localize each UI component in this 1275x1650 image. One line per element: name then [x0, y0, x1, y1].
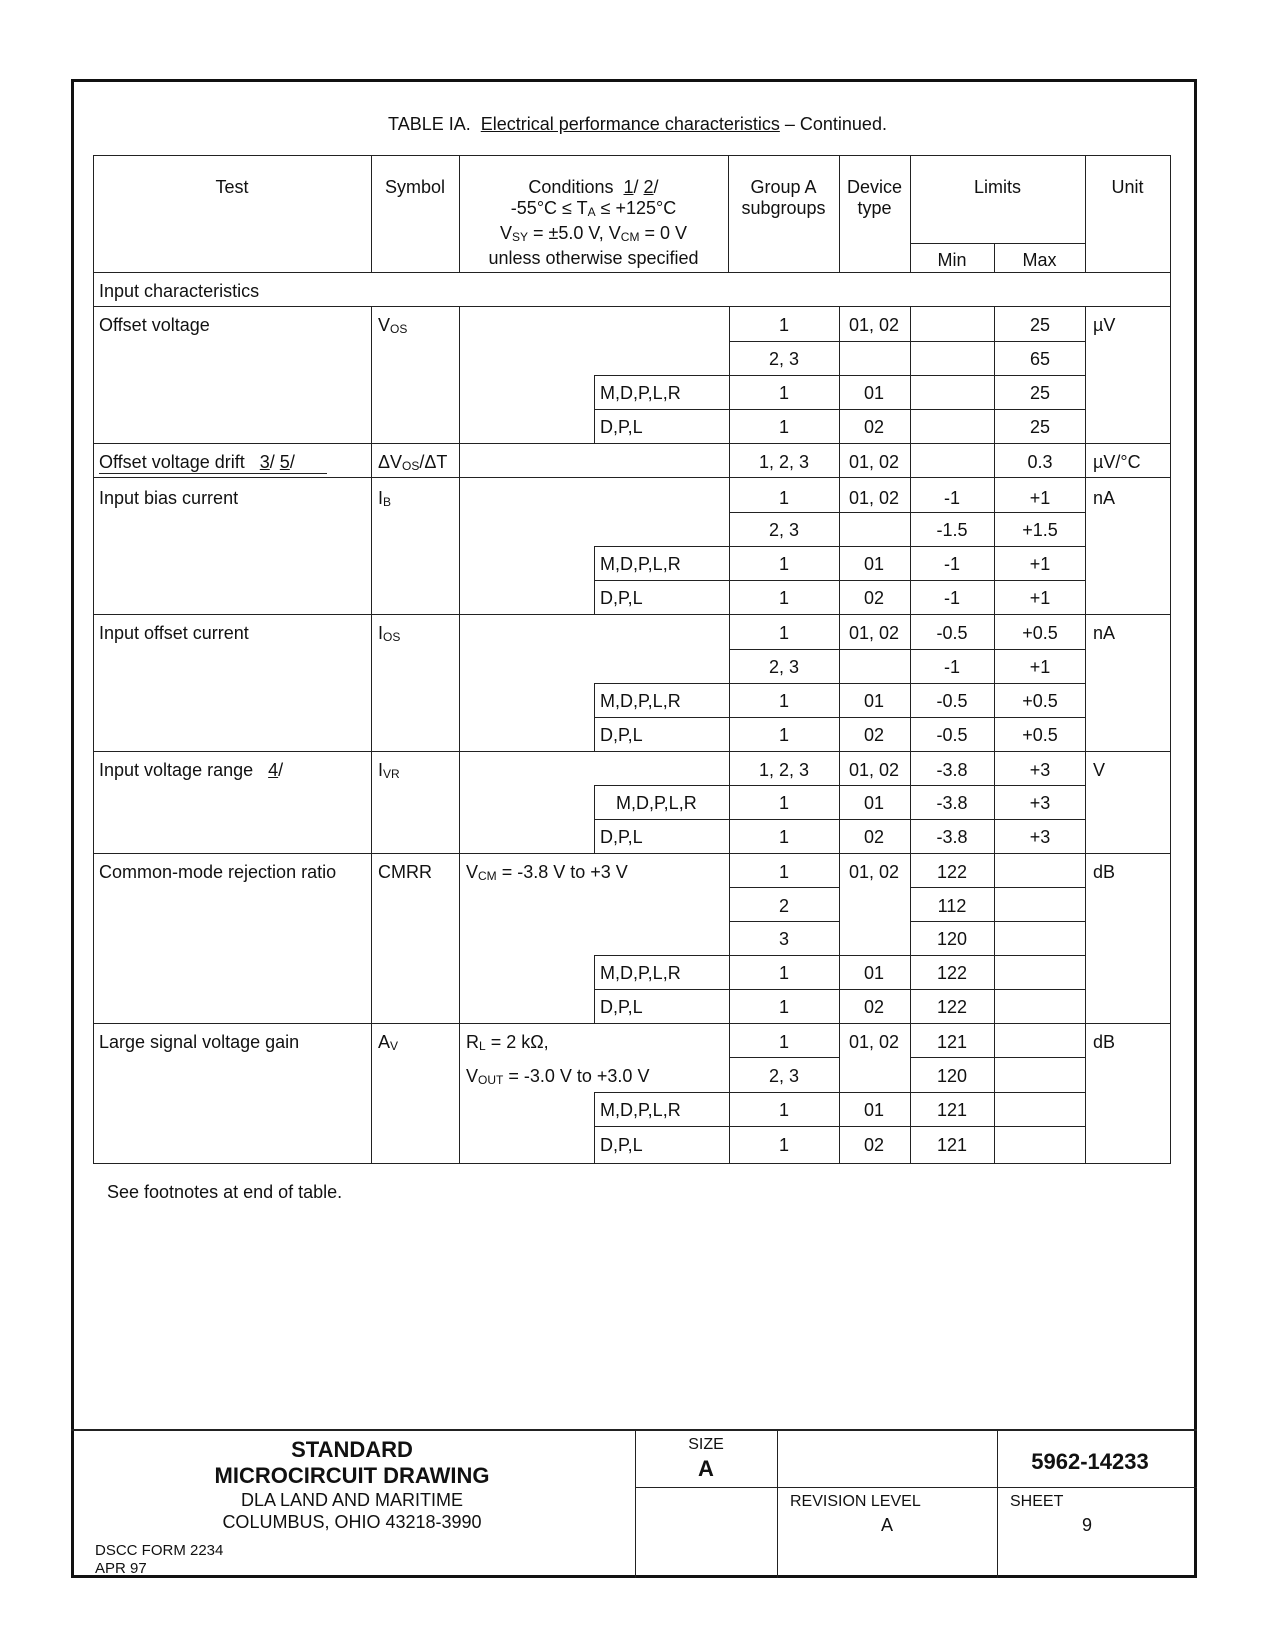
limit-min: -0.5	[936, 623, 968, 643]
subgroup: 1	[778, 997, 790, 1017]
symbol-av: $A_V$	[378, 1032, 399, 1053]
limit-min: -3.8	[936, 827, 968, 847]
device-type: 01	[863, 963, 885, 983]
unit: nA	[1093, 488, 1116, 508]
condition-dpl: D,P,L	[600, 417, 643, 437]
subgroup: 1	[778, 862, 790, 882]
sheet-value: 9	[1082, 1515, 1093, 1535]
condition-mdplr: M,D,P,L,R	[600, 963, 681, 983]
test-cmrr: Common-mode rejection ratio	[99, 862, 337, 882]
revision-value: A	[880, 1515, 894, 1535]
limit-max: 0.3	[1027, 452, 1053, 472]
header-device-type: Device type	[846, 177, 903, 218]
test-bias-current: Input bias current	[99, 488, 239, 508]
device-type: 02	[863, 1135, 885, 1155]
subgroup: 1	[778, 554, 790, 574]
subgroup: 1	[778, 827, 790, 847]
symbol-ivr: $I_{VR}$	[378, 760, 400, 781]
condition-dpl: D,P,L	[600, 1135, 643, 1155]
device-type: 01, 02	[848, 623, 900, 643]
condition-mdplr: M,D,P,L,R	[600, 1100, 681, 1120]
device-type: 01, 02	[848, 315, 900, 335]
limit-max: +3	[1029, 793, 1051, 813]
unit: nA	[1093, 623, 1116, 643]
limit-min: -3.8	[936, 760, 968, 780]
limit-min: 120	[936, 929, 968, 949]
test-voltage-range: Input voltage range 4/	[99, 760, 284, 780]
footer-address: COLUMBUS, OHIO 43218-3990	[222, 1512, 482, 1532]
limit-max: +1	[1029, 657, 1051, 677]
form-date: APR 97	[95, 1560, 147, 1577]
condition-dpl: D,P,L	[600, 588, 643, 608]
subgroup: 2, 3	[768, 349, 800, 369]
footer-microcircuit: MICROCIRCUIT DRAWING	[214, 1463, 490, 1488]
subgroup: 1	[778, 315, 790, 335]
subgroup: 3	[778, 929, 790, 949]
subgroup: 2	[778, 896, 790, 916]
symbol-ib: $I_B$	[378, 488, 392, 509]
device-type: 01, 02	[848, 488, 900, 508]
limit-max: +3	[1029, 760, 1051, 780]
condition-mdplr: M,D,P,L,R	[600, 383, 681, 403]
header-symbol: Symbol	[384, 177, 446, 197]
header-unit: Unit	[1111, 177, 1144, 197]
subgroup: 1	[778, 623, 790, 643]
unit: dB	[1093, 862, 1116, 882]
condition-gain-vout: $V_{OUT} = -3.0$ V to +3.0 V	[466, 1066, 650, 1087]
table-title: TABLE IA. Electrical performance characteristics – Continued.	[388, 114, 887, 134]
limit-min: -1	[943, 488, 961, 508]
condition-dpl: D,P,L	[600, 997, 643, 1017]
limit-min: -1	[943, 554, 961, 574]
header-min: Min	[937, 250, 967, 270]
limit-min: -1	[943, 588, 961, 608]
form-number: DSCC FORM 2234	[95, 1542, 224, 1559]
device-type: 02	[863, 588, 885, 608]
limit-min: -0.5	[936, 725, 968, 745]
limit-max: +0.5	[1022, 725, 1058, 745]
subgroup: 1	[778, 691, 790, 711]
limit-max: +1	[1029, 588, 1051, 608]
subgroup: 1	[778, 793, 790, 813]
limit-max: +3	[1029, 827, 1051, 847]
device-type: 01, 02	[848, 452, 900, 472]
device-type: 01	[863, 691, 885, 711]
header-group-a: Group A subgroups	[741, 177, 826, 218]
limit-max: +1.5	[1022, 520, 1058, 540]
limit-min: 122	[936, 997, 968, 1017]
subgroup: 2, 3	[768, 1066, 800, 1086]
subgroup: 1	[778, 963, 790, 983]
limit-min: -1	[943, 657, 961, 677]
device-type: 01	[863, 383, 885, 403]
limit-min: 121	[936, 1032, 968, 1052]
limit-min: 120	[936, 1066, 968, 1086]
device-type: 01	[863, 793, 885, 813]
test-offset-voltage: Offset voltage	[99, 315, 210, 335]
limit-min: 121	[936, 1100, 968, 1120]
symbol-ios: $I_{OS}$	[378, 623, 401, 644]
device-type: 01, 02	[848, 862, 900, 882]
limit-min: -0.5	[936, 691, 968, 711]
condition-dpl: D,P,L	[600, 725, 643, 745]
limit-max: 65	[1029, 349, 1051, 369]
limit-max: 25	[1029, 383, 1051, 403]
device-type: 01, 02	[848, 1032, 900, 1052]
sheet-label: SHEET	[1010, 1493, 1064, 1510]
header-test: Test	[215, 177, 249, 197]
subgroup: 2, 3	[768, 657, 800, 677]
limit-min: 112	[937, 896, 967, 916]
device-type: 01, 02	[848, 760, 900, 780]
size-label: SIZE	[688, 1436, 724, 1453]
section-title: Input characteristics	[99, 281, 260, 301]
device-type: 02	[863, 827, 885, 847]
header-max: Max	[1022, 250, 1057, 270]
subgroup: 1	[778, 417, 790, 437]
condition-mdplr: M,D,P,L,R	[616, 793, 697, 813]
condition-gain-rl: $R_L = 2$ kΩ,	[466, 1032, 549, 1053]
header-conditions: Conditions 1/ 2/ $-55^\circ C \le T_A \le +125^\circ C$ $V_{SY} = \pm 5.0$ V, $V_{CM} = 0$ V unless otherwise specified	[488, 177, 699, 268]
limit-min: 121	[936, 1135, 968, 1155]
test-gain: Large signal voltage gain	[99, 1032, 300, 1052]
subgroup: 2, 3	[768, 520, 800, 540]
test-offset-drift: Offset voltage drift 3/ 5/	[99, 452, 295, 472]
header-limits: Limits	[973, 177, 1021, 197]
limit-max: +0.5	[1022, 691, 1058, 711]
size-value: A	[698, 1456, 714, 1481]
subgroup: 1	[778, 1032, 790, 1052]
subgroup: 1, 2, 3	[758, 760, 810, 780]
device-type: 01	[863, 554, 885, 574]
unit: dB	[1093, 1032, 1116, 1052]
symbol-drift: $\Delta V_{OS}/\Delta T$	[378, 452, 448, 473]
document-number: 5962-14233	[1031, 1449, 1149, 1474]
limit-min: 122	[936, 963, 968, 983]
condition-cmrr: $V_{CM} = -3.8$ V to +3 V	[466, 862, 628, 883]
subgroup: 1	[778, 588, 790, 608]
subgroup: 1	[778, 488, 790, 508]
subgroup: 1, 2, 3	[758, 452, 810, 472]
subgroup: 1	[778, 1100, 790, 1120]
subgroup: 1	[778, 725, 790, 745]
device-type: 02	[863, 725, 885, 745]
footer-agency: DLA LAND AND MARITIME	[240, 1490, 464, 1510]
condition-mdplr: M,D,P,L,R	[600, 554, 681, 574]
limit-min: -1.5	[936, 520, 968, 540]
symbol-vos: $V_{OS}$	[378, 315, 408, 336]
footnote-reference: See footnotes at end of table.	[107, 1182, 343, 1202]
test-offset-current: Input offset current	[99, 623, 249, 643]
device-type: 01	[863, 1100, 885, 1120]
footer-standard: STANDARD	[291, 1437, 413, 1462]
limit-max: +0.5	[1022, 623, 1058, 643]
revision-label: REVISION LEVEL	[790, 1493, 921, 1510]
symbol-cmrr: CMRR	[378, 862, 432, 882]
limit-max: +1	[1029, 554, 1051, 574]
subgroup: 1	[778, 1135, 790, 1155]
limit-max: 25	[1029, 315, 1051, 335]
subgroup: 1	[778, 383, 790, 403]
limit-min: -3.8	[936, 793, 968, 813]
unit: V	[1093, 760, 1106, 780]
device-type: 02	[863, 417, 885, 437]
device-type: 02	[863, 997, 885, 1017]
limit-max: +1	[1029, 488, 1051, 508]
unit: µV/°C	[1093, 452, 1141, 472]
unit: µV	[1093, 315, 1116, 335]
limit-max: 25	[1029, 417, 1051, 437]
condition-dpl: D,P,L	[600, 827, 643, 847]
limit-min: 122	[936, 862, 968, 882]
condition-mdplr: M,D,P,L,R	[600, 691, 681, 711]
